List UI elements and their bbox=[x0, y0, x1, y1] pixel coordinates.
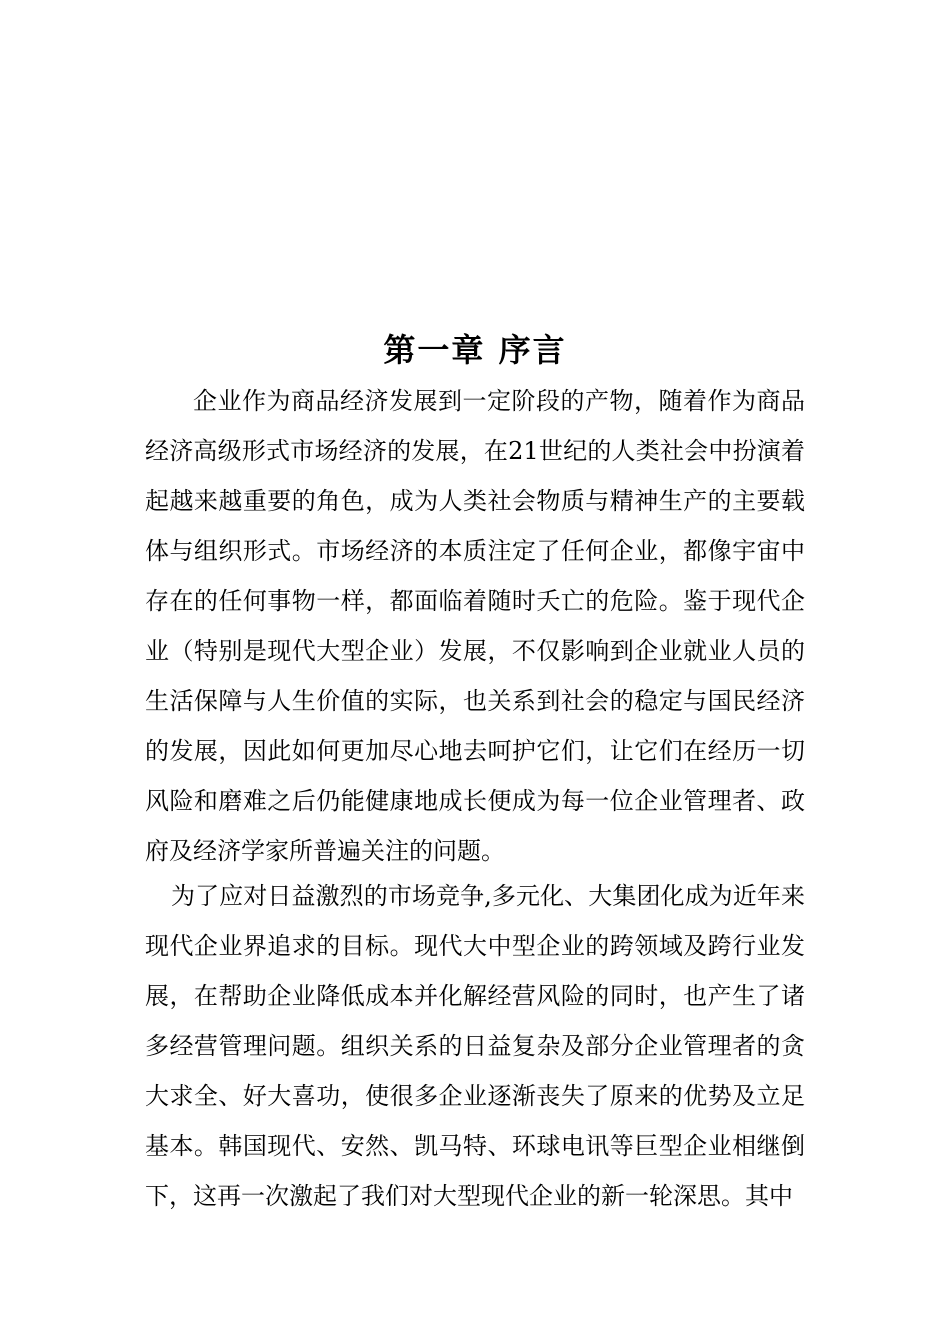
paragraph-2: 为了应对日益激烈的市场竞争,多元化、大集团化成为近年来现代企业界追求的目标。现代大中型企业的跨领域及跨行业发展，在帮助企业降低成本并化解经营风险的同时，也产生了诸多经营管理问题。组织关系的日益复杂及部分企业管理者的贪大求全、好大喜功，使很多企业逐渐丧失了原来的优势及立足基本。韩国现代、安然、凯马特、环球电讯等巨型企业相继倒下，这再一次激起了我们对大型现代企业的新一轮深思。其中 bbox=[145, 882, 805, 1210]
paragraph-1: 企业作为商品经济发展到一定阶段的产物，随着作为商品经济高级形式市场经济的发展，在21世纪的人类社会中扮演着起越来越重要的角色，成为人类社会物质与精神生产的主要载体与组织形式。市场经济的本质注定了任何企业，都像宇宙中存在的任何事物一样，都面临着随时夭亡的危险。鉴于现代企业（特别是现代大型企业）发展，不仅影响到企业就业人员的生活保障与人生价值的实际，也关系到社会的稳定与国民经济的发展，因此如何更加尽心地去呵护它们，让它们在经历一切风险和磨难之后仍能健康地成长便成为每一位企业管理者、政府及经济学家所普遍关注的问题。 bbox=[145, 387, 805, 865]
chapter-title: 第一章 序言 bbox=[383, 331, 567, 369]
